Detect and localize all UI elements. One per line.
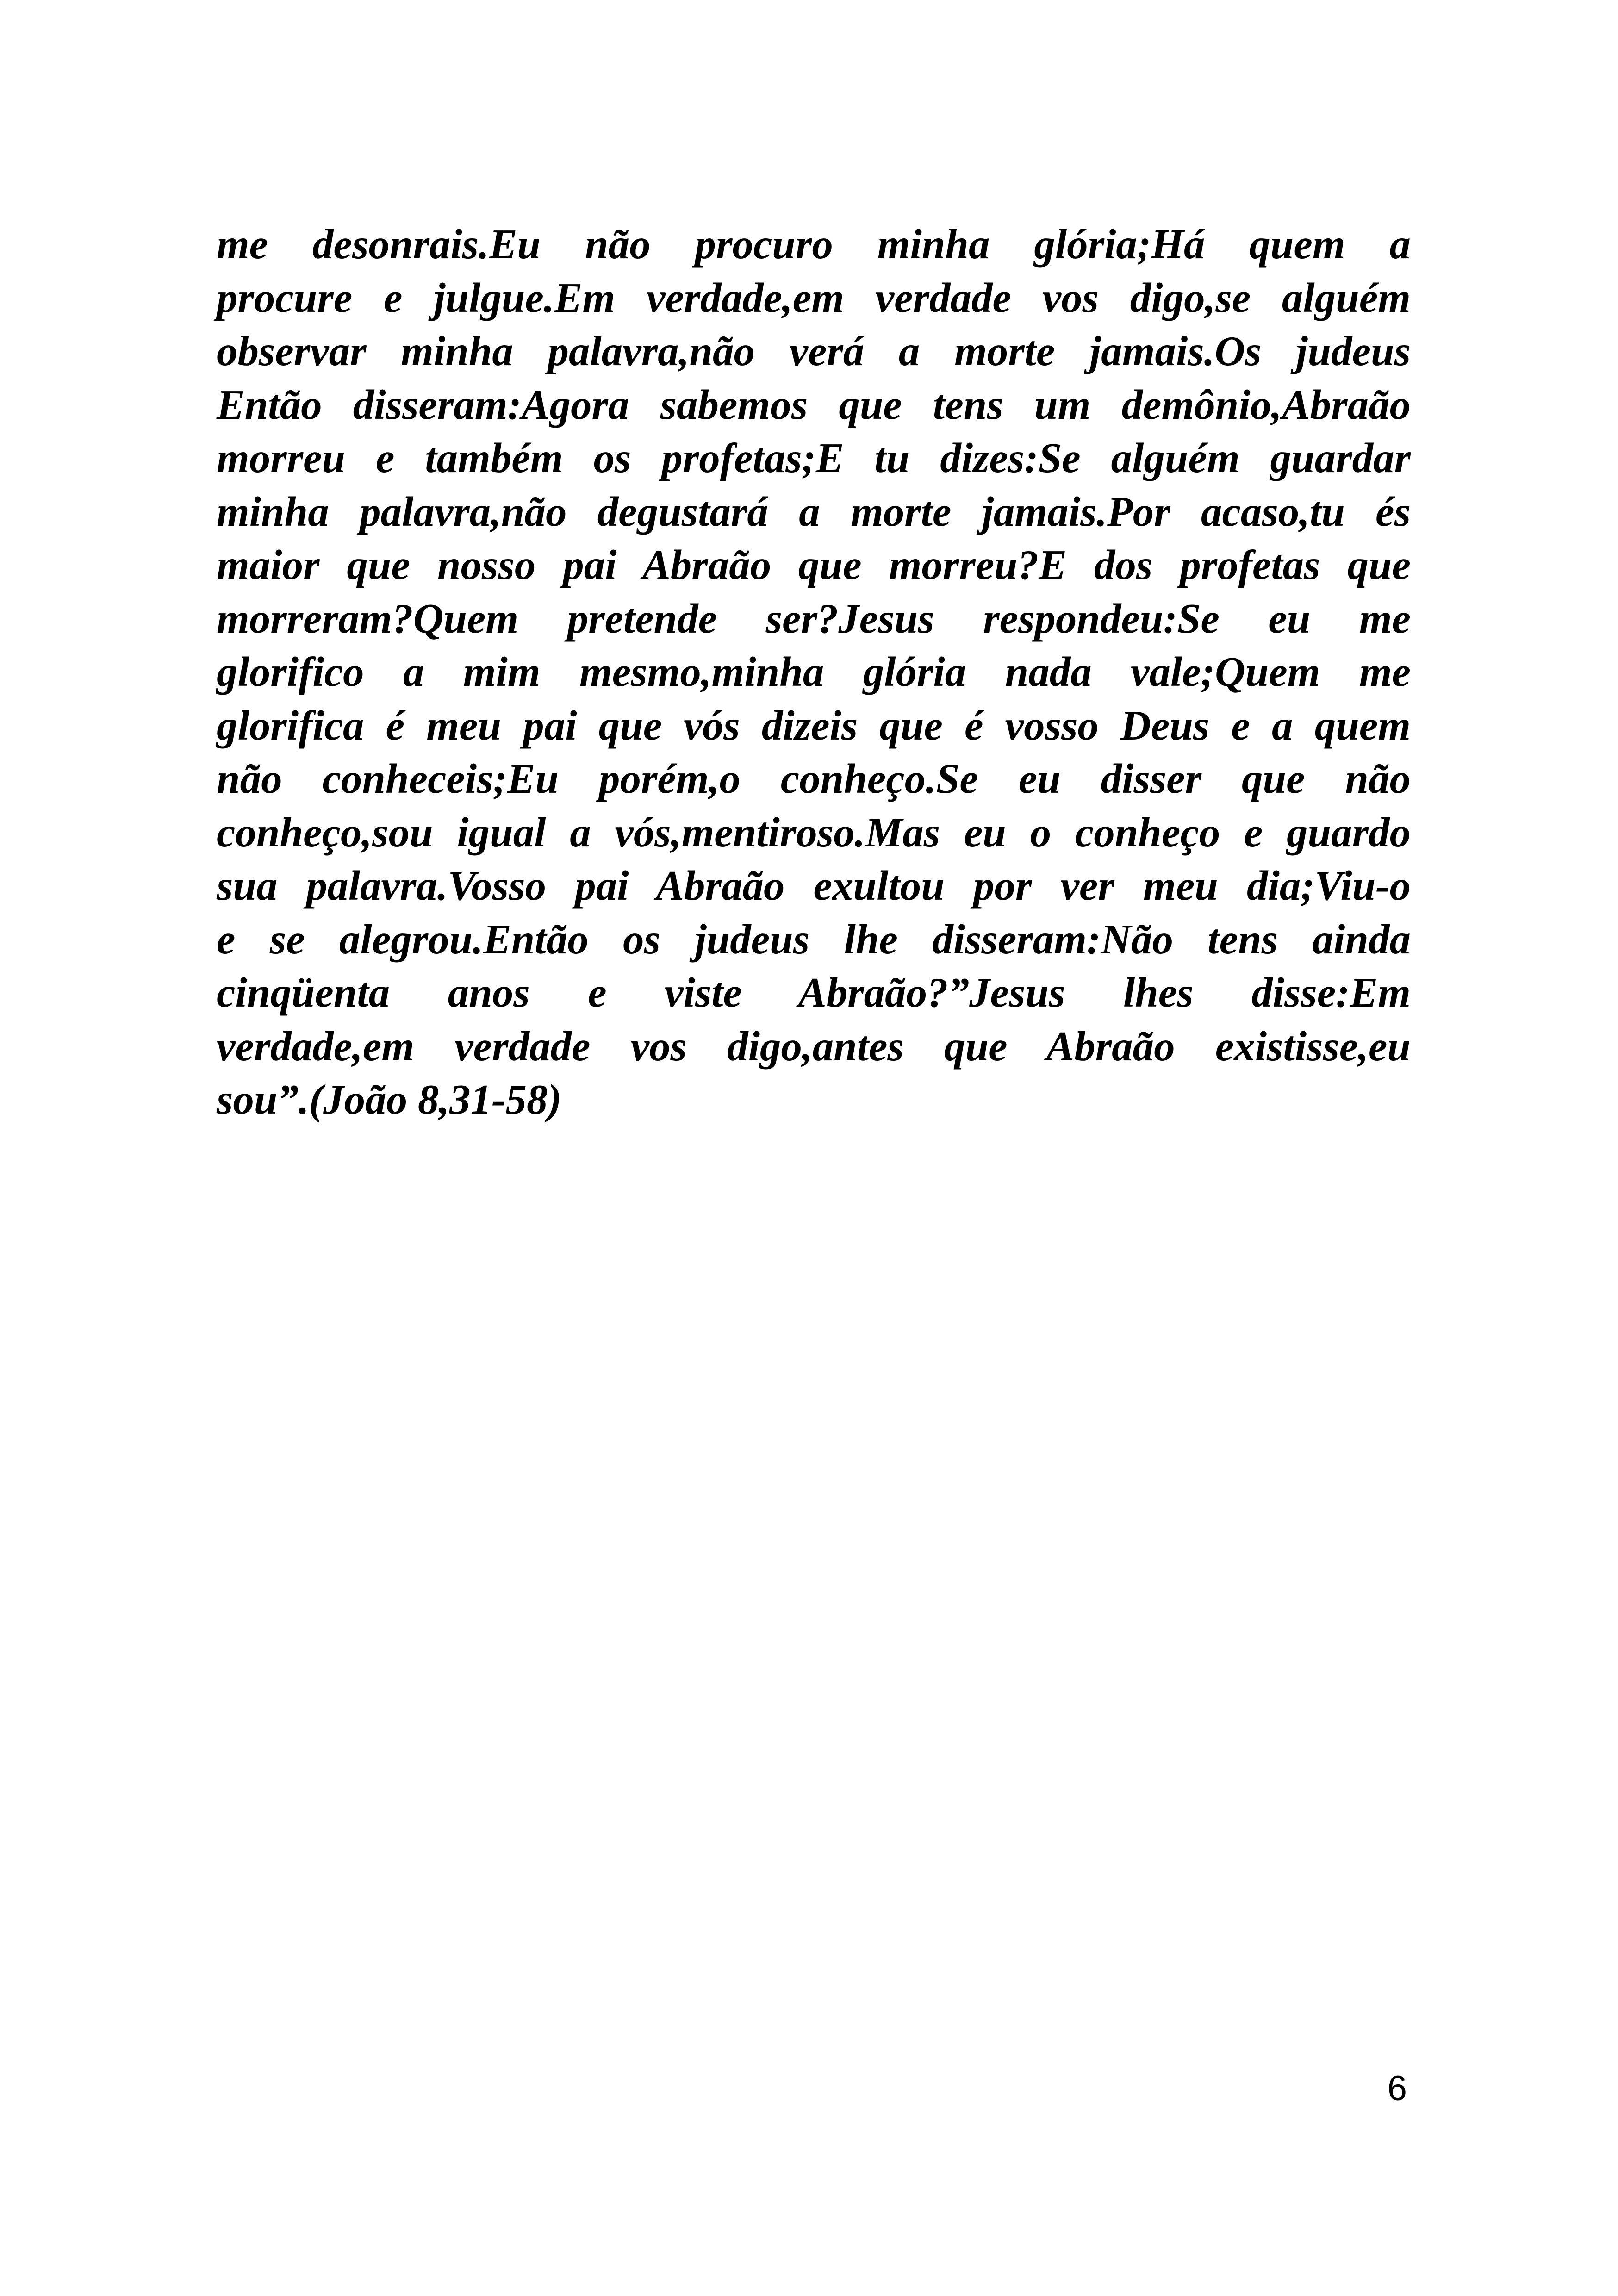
text-line: cinqüenta anos e viste Abraão?”Jesus lhes disse:Em xyxy=(217,969,1411,1016)
text-line: morreram?Quem pretende ser?Jesus respondeu:Se eu me xyxy=(217,595,1411,642)
text-line: Então disseram:Agora sabemos que tens um demônio,Abraão xyxy=(217,381,1411,428)
text-line: morreu e também os profetas;E tu dizes:Se alguém guardar xyxy=(217,435,1411,481)
body-paragraph xyxy=(217,218,1411,1126)
text-line: me desonrais.Eu não procuro minha glória;Há quem a xyxy=(217,221,1411,268)
text-line: sou”.(João 8,31-58) xyxy=(217,1076,562,1123)
text-line: não conheceis;Eu porém,o conheço.Se eu disser que não xyxy=(217,755,1411,802)
text-line: conheço,sou igual a vós,mentiroso.Mas eu o conheço e guardo xyxy=(217,809,1411,856)
text-line: procure e julgue.Em verdade,em verdade vos digo,se alguém xyxy=(217,274,1411,321)
page-number: 6 xyxy=(1387,2069,1407,2108)
text-line: e se alegrou.Então os judeus lhe disseram:Não tens ainda xyxy=(217,915,1411,963)
text-line: observar minha palavra,não verá a morte jamais.Os judeus xyxy=(217,328,1411,374)
text-line: sua palavra.Vosso pai Abraão exultou por ver meu dia;Viu-o xyxy=(217,862,1411,909)
text-line: verdade,em verdade vos digo,antes que Abraão existisse,eu xyxy=(217,1022,1411,1070)
text-line: glorifico a mim mesmo,minha glória nada vale;Quem me xyxy=(217,648,1411,695)
text-line: maior que nosso pai Abraão que morreu?E dos profetas que xyxy=(217,541,1411,588)
text-line: minha palavra,não degustará a morte jamais.Por acaso,tu és xyxy=(217,488,1411,535)
text-line: glorifica é meu pai que vós dizeis que é vosso Deus e a quem xyxy=(217,702,1411,749)
